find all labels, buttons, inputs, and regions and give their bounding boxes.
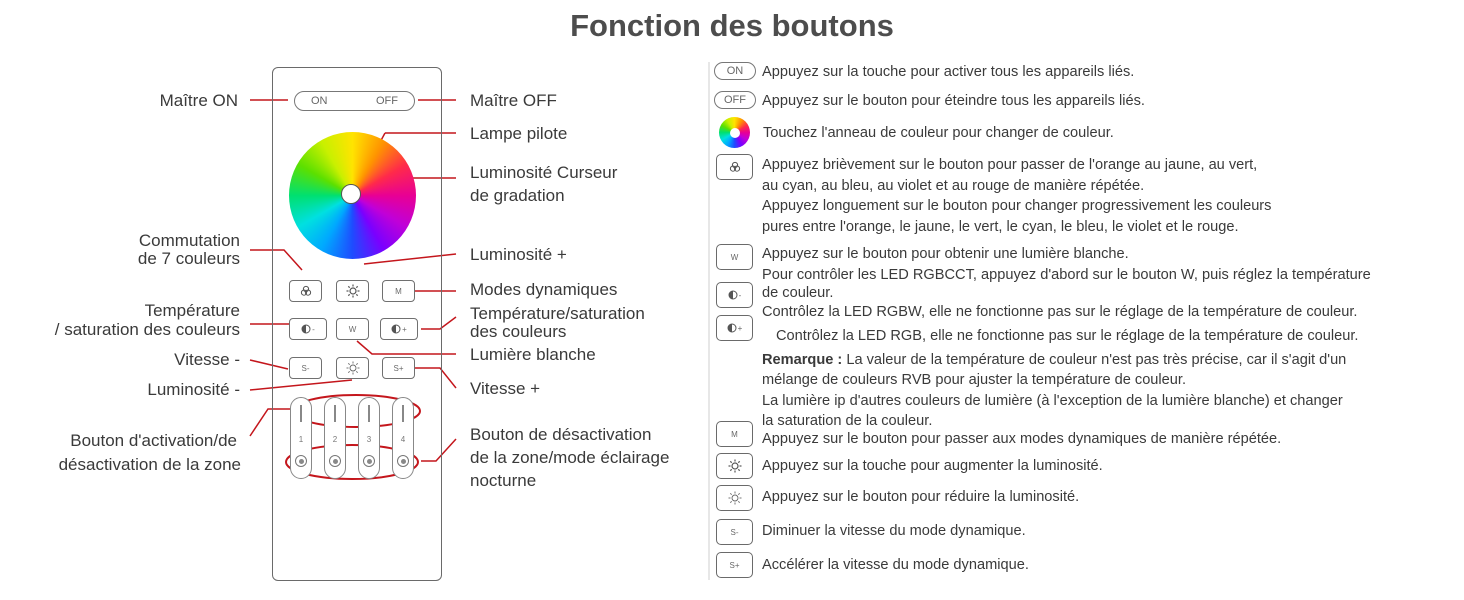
label-speed-minus: Vitesse - [174,350,240,369]
desc-m: Appuyez sur le bouton pour passer aux modes dynamiques de manière répétée. [762,431,1282,447]
label-color-switch-2: de 7 couleurs [137,249,240,268]
legend-w-icon-label: W [730,252,739,262]
legend-brightness-minus-icon [716,485,753,511]
mode-button[interactable] [382,280,415,302]
desc-brightness-plus: Appuyez sur la touche pour augmenter la luminosité. [762,458,1103,474]
desc-note-3: La lumière ip d'autres couleurs de lumière (à l'exception de la lumière blanche) et changer [762,393,1343,409]
desc-w-5: Contrôlez la LED RGB, elle ne fonctionne pas sur le réglage de la température de couleur. [776,328,1359,344]
label-dimmer-1: Luminosité Curseur [470,163,618,182]
brightness-minus-button[interactable] [336,357,369,379]
sun-bold-icon [728,459,742,473]
zone-keys [290,397,418,481]
on-button-label[interactable]: ON [311,95,328,107]
label-color-switch-1: Commutation [138,231,240,250]
label-white-light: Lumière blanche [470,345,596,364]
zone-key-1[interactable] [290,397,312,479]
speed-minus-label: S- [301,363,310,373]
desc-brightness-minus: Appuyez sur le bouton pour réduire la luminosité. [762,489,1080,505]
label-temp-sat-right-1: Température/saturation [470,304,645,323]
legend-w-icon [716,244,753,270]
label-pilot-lamp: Lampe pilote [470,124,568,143]
color-cycle-button[interactable] [289,280,322,302]
label-brightness-plus: Luminosité + [470,245,567,264]
zone-number: 4 [400,435,406,444]
half-circle-icon [727,323,737,333]
label-zone-onoff-2: désactivation de la zone [58,455,241,474]
three-circles-icon [729,161,741,173]
desc-note-2: mélange de couleurs RVB pour ajuster la température de couleur. [762,372,1187,388]
label-zone-off-1: Bouton de désactivation [470,425,652,444]
speed-minus-button[interactable] [289,357,322,379]
speed-plus-label: S+ [393,363,404,373]
desc-cycle-4: pures entre l'orange, le jaune, le vert, le cyan, le bleu, le violet et le rouge. [762,219,1239,235]
label-brightness-minus: Luminosité - [147,380,240,399]
zone-number: 1 [298,435,304,444]
legend-off-icon [714,91,756,109]
zone-number: 2 [332,435,338,444]
label-dimmer-2: de gradation [470,186,565,205]
half-circle-icon [301,324,311,334]
note-label: Remarque : [762,352,843,368]
label-temp-sat-left-1: Température [144,301,240,320]
zone-key-4[interactable] [392,397,414,479]
desc-note-4: la saturation de la couleur. [762,413,933,429]
page-title: Fonction des boutons [570,8,894,43]
legend-speed-plus-label: S+ [729,560,740,570]
speed-plus-button[interactable] [382,357,415,379]
desc-on: Appuyez sur la touche pour activer tous les appareils liés. [762,64,1135,80]
desc-cycle-3: Appuyez longuement sur le bouton pour changer progressivement les couleurs [762,198,1272,214]
half-circle-icon [728,290,738,300]
legend-cycle-icon [716,154,753,180]
desc-off: Appuyez sur le bouton pour éteindre tous les appareils liés. [762,93,1145,109]
zone-key-3[interactable] [358,397,380,479]
legend-brightness-plus-icon [716,453,753,479]
desc-note-1 [762,350,1346,371]
temp-minus-button[interactable]: - [289,318,327,340]
color-wheel-center [341,184,361,204]
legend-temp-minus-icon: - [716,282,753,308]
label-temp-sat-right-2: des couleurs [470,322,567,341]
three-circles-icon [300,285,312,297]
white-button-label: W [348,324,357,334]
label-master-off: Maître OFF [470,91,557,110]
brightness-plus-button[interactable] [336,280,369,302]
legend-temp-plus-icon: + [716,315,753,341]
desc-cycle-2: au cyan, au bleu, au violet et au rouge de manière répétée. [762,178,1145,194]
desc-w-1: Appuyez sur le bouton pour obtenir une lumière blanche. [762,246,1129,262]
sun-icon [728,491,742,505]
desc-w-2: Pour contrôler les LED RGBCCT, appuyez d'abord sur le bouton W, puis réglez la température [762,267,1371,283]
legend-speed-minus-icon [716,519,753,545]
label-zone-off-2: de la zone/mode éclairage [470,448,670,467]
half-circle-icon [391,324,401,334]
label-zone-off-3: nocturne [470,471,537,490]
legend-color-ring-icon [719,117,750,148]
desc-ring: Touchez l'anneau de couleur pour changer de couleur. [763,125,1114,141]
note-text: La valeur de la température de couleur n'est pas très précise, car il s'agit d'un [842,352,1347,368]
sun-bold-icon [346,284,360,298]
mode-button-label: M [395,286,402,296]
desc-w-3: de couleur. [762,285,834,301]
legend-m-icon-label: M [731,429,738,439]
desc-w-4: Contrôlez la LED RGBW, elle ne fonctionne pas sur le réglage de la température de couleur. [762,304,1358,320]
label-speed-plus: Vitesse + [470,379,541,398]
label-temp-sat-left-2: / saturation des couleurs [54,320,240,339]
sun-icon [346,361,360,375]
legend-off-icon-label: OFF [724,94,746,106]
desc-speed-plus: Accélérer la vitesse du mode dynamique. [762,557,1029,573]
legend-speed-minus-label: S- [730,527,739,537]
white-button[interactable] [336,318,369,340]
off-button-label[interactable]: OFF [376,95,398,107]
legend-speed-plus-icon [716,552,753,578]
label-dynamic-modes: Modes dynamiques [470,280,618,299]
label-master-on: Maître ON [159,91,238,110]
legend-m-icon [716,421,753,447]
legend-on-icon [714,62,756,80]
zone-number: 3 [366,435,372,444]
desc-cycle-1: Appuyez brièvement sur le bouton pour passer de l'orange au jaune, au vert, [762,157,1258,173]
legend-on-icon-label: ON [726,65,744,77]
master-onoff-pill[interactable] [294,91,415,111]
zone-key-2[interactable] [324,397,346,479]
label-zone-onoff-1: Bouton d'activation/de [70,431,237,450]
desc-speed-minus: Diminuer la vitesse du mode dynamique. [762,523,1026,539]
temp-plus-button[interactable]: + [380,318,418,340]
